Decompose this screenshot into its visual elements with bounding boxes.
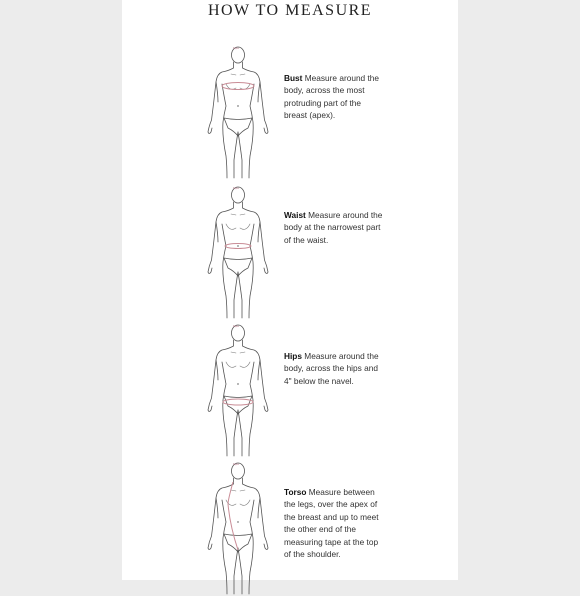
hips-text: Measure around the body, across the hips and 4" below the navel. [284,351,379,386]
section-torso [122,460,458,596]
torso-term: Torso [284,487,307,497]
bust-term: Bust [284,73,303,83]
page-title: HOW TO MEASURE [207,2,373,19]
hips-tape-line [223,399,253,405]
torso-text: Measure between the legs, over the apex of the breast and up to meet the other end of the measuring tape at the top of the shoulder. [284,487,379,560]
section-waist [122,184,458,320]
section-bust [122,44,458,180]
torso-description [284,486,384,560]
hips-term: Hips [284,351,302,361]
bust-text: Measure around the body, across the most protruding part of the breast (apex). [284,73,380,121]
tape-label: tape [233,325,239,328]
measure-guide-page [122,0,458,580]
waist-text: Measure around the body at the narrowest part of the waist. [284,210,383,245]
tape-label: tape [233,463,239,466]
waist-illustration [198,184,278,320]
torso-illustration [198,460,278,596]
waist-description [284,209,384,246]
waist-term: Waist [284,210,306,220]
torso-tape-line [228,482,238,550]
tape-label: tape [233,187,239,190]
bust-description [284,72,384,122]
bust-illustration [198,44,278,180]
waist-tape-line [225,244,251,249]
hips-description [284,350,384,387]
tape-label: tape [233,47,239,50]
section-hips [122,322,458,458]
hips-illustration [198,322,278,458]
